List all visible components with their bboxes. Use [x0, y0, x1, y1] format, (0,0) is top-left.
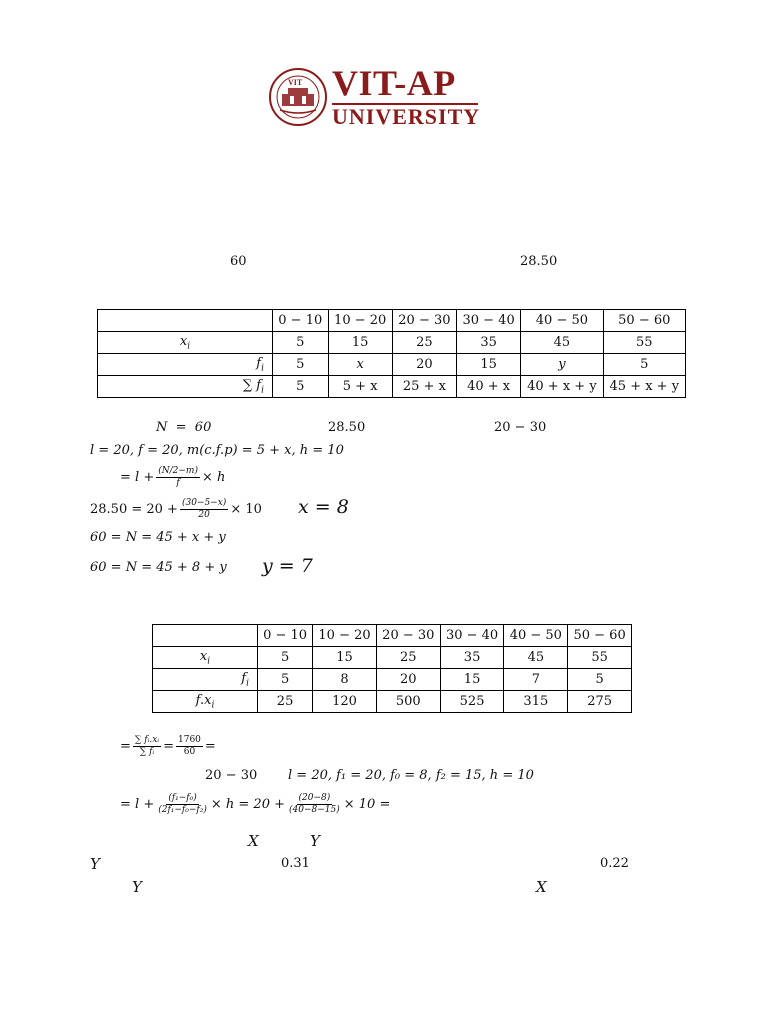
- table-cell: 5: [273, 376, 329, 398]
- table-cell: 5: [258, 647, 313, 669]
- table-cell: 275: [568, 691, 632, 713]
- y-result: y = 7: [262, 555, 313, 577]
- formula-fraction: $\frac{(N/2-m)}{f}$: [158, 466, 198, 488]
- given-median: 28.50: [328, 420, 366, 435]
- substitution-prefix: 28.50 = 20 +: [90, 502, 178, 517]
- table-cell: 500: [376, 691, 440, 713]
- variable-x: X: [536, 878, 547, 896]
- median-class: 20 − 30: [494, 420, 547, 435]
- table-cell: 45: [504, 647, 568, 669]
- table-cell: 25: [258, 691, 313, 713]
- variable-y: Y: [132, 878, 142, 896]
- table-cell: 35: [440, 647, 504, 669]
- class-interval: 30 − 40: [440, 625, 504, 647]
- mean-formula: [120, 735, 216, 758]
- table-cell: 35: [457, 332, 521, 354]
- table-corner-cell: [153, 625, 258, 647]
- mean-equals: =: [163, 739, 174, 754]
- mode-value-fraction: $\frac{(20-8)}{(40-8-15)}$: [289, 793, 340, 815]
- table-cell: 15: [440, 669, 504, 691]
- intro-n-value: 60: [230, 254, 247, 269]
- table-cell: 5 + x: [328, 376, 392, 398]
- substitution-fraction: $\frac{(30-5-x)}{20}$: [181, 498, 227, 520]
- variable-y: Y: [310, 832, 320, 850]
- mode-fraction: $\frac{\text{(f₁−f₀)}}{\text{(2f₁−f₀−f₂)}}$: [158, 793, 207, 815]
- table-cell: 25: [376, 647, 440, 669]
- table-cell: 120: [313, 691, 377, 713]
- value-2: 0.22: [600, 856, 629, 871]
- table-cell: 315: [504, 691, 568, 713]
- median-substitution: [90, 498, 262, 521]
- row-label: $f.x_i$: [153, 691, 258, 713]
- x-result: x = 8: [298, 496, 349, 518]
- table-cell: 5: [273, 332, 329, 354]
- mean-prefix: =: [120, 739, 131, 754]
- table-cell: 5: [603, 354, 685, 376]
- table-cell: 20: [376, 669, 440, 691]
- table-row: [153, 647, 632, 669]
- median-formula: [120, 466, 225, 489]
- variable-y: Y: [90, 855, 100, 873]
- seal-text: VIT: [288, 78, 303, 87]
- table-cell: 55: [568, 647, 632, 669]
- table-cell: 25: [392, 332, 456, 354]
- table-header-row: [153, 625, 632, 647]
- table-cell: 15: [328, 332, 392, 354]
- university-seal-icon: [268, 66, 328, 128]
- row-label: $f_i$: [153, 669, 258, 691]
- variable-x: X: [248, 832, 259, 850]
- modal-class: 20 − 30: [205, 768, 258, 783]
- class-interval: 10 − 20: [313, 625, 377, 647]
- table-row: [98, 376, 686, 398]
- table-cell: 15: [313, 647, 377, 669]
- table-cell: 7: [504, 669, 568, 691]
- mode-end: × 10 =: [343, 797, 391, 812]
- sum-equation-1: 60 = N = 45 + x + y: [90, 530, 226, 545]
- formula-suffix: × h: [201, 470, 226, 485]
- mean-value-fraction: $\frac{1760}{60}$: [178, 735, 201, 757]
- sum-equation-2: 60 = N = 45 + 8 + y: [90, 560, 227, 575]
- class-interval: 20 − 30: [376, 625, 440, 647]
- table-cell: y: [521, 354, 603, 376]
- row-label: $x_i$: [98, 332, 273, 354]
- table-cell: 20: [392, 354, 456, 376]
- table-cell: 55: [603, 332, 685, 354]
- value-1: 0.31: [281, 856, 310, 871]
- table-cell: 5: [273, 354, 329, 376]
- row-label: ∑ $f_i$: [98, 376, 273, 398]
- substitution-suffix: × 10: [230, 502, 262, 517]
- class-interval: 40 − 50: [504, 625, 568, 647]
- mean-fraction: $\frac{\text{∑ fᵢ.xᵢ}}{\text{∑ fᵢ}}$: [134, 735, 160, 757]
- mode-prefix: = l +: [120, 797, 155, 812]
- row-label: $x_i$: [153, 647, 258, 669]
- mode-middle: × h = 20 +: [210, 797, 285, 812]
- table-cell: 40 + x + y: [521, 376, 603, 398]
- table-row: [98, 332, 686, 354]
- table-row: [153, 669, 632, 691]
- mode-parameters: l = 20, f₁ = 20, f₀ = 8, f₂ = 15, h = 10: [288, 768, 534, 783]
- table-cell: 40 + x: [457, 376, 521, 398]
- table-cell: 25 + x: [392, 376, 456, 398]
- row-label: $f_i$: [98, 354, 273, 376]
- logo-subtitle: UNIVERSITY: [332, 104, 481, 129]
- intro-median-value: 28.50: [520, 254, 558, 269]
- table-row: [153, 691, 632, 713]
- table-corner-cell: [98, 310, 273, 332]
- class-interval: 20 − 30: [392, 310, 456, 332]
- n-equation: N = 60: [156, 420, 212, 435]
- table-cell: 45 + x + y: [603, 376, 685, 398]
- logo-title: VIT-AP: [332, 63, 456, 103]
- class-interval: 50 − 60: [603, 310, 685, 332]
- table-cell: 15: [457, 354, 521, 376]
- class-interval: 10 − 20: [328, 310, 392, 332]
- mean-end: =: [204, 739, 216, 754]
- class-interval: 30 − 40: [457, 310, 521, 332]
- class-interval: 0 − 10: [258, 625, 313, 647]
- table-cell: x: [328, 354, 392, 376]
- frequency-table-unknowns: [97, 309, 686, 398]
- median-parameters: l = 20, f = 20, m(c.f.p) = 5 + x, h = 10: [90, 443, 344, 458]
- formula-prefix: = l +: [120, 470, 155, 485]
- table-header-row: [98, 310, 686, 332]
- class-interval: 40 − 50: [521, 310, 603, 332]
- table-row: [98, 354, 686, 376]
- table-cell: 525: [440, 691, 504, 713]
- university-logo: [268, 63, 481, 130]
- mode-formula: [120, 793, 390, 816]
- class-interval: 50 − 60: [568, 625, 632, 647]
- table-cell: 5: [258, 669, 313, 691]
- table-cell: 8: [313, 669, 377, 691]
- table-cell: 45: [521, 332, 603, 354]
- table-cell: 5: [568, 669, 632, 691]
- frequency-table-completed: [152, 624, 632, 713]
- class-interval: 0 − 10: [273, 310, 329, 332]
